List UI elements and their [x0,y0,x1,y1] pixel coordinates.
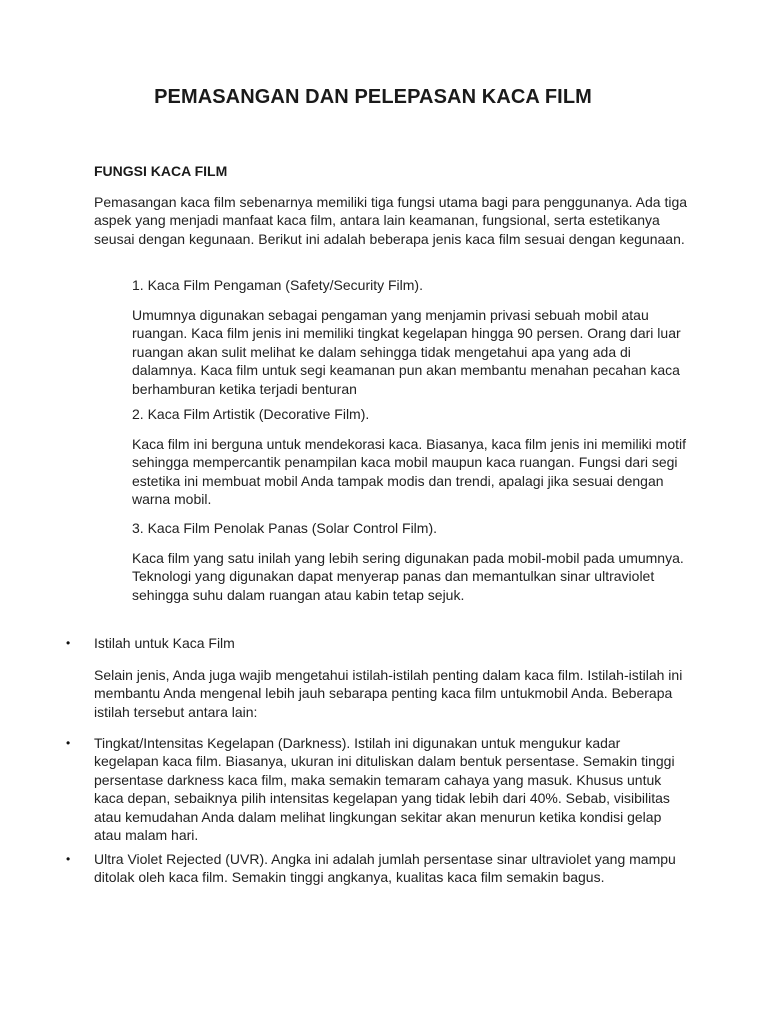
bullet-icon: • [66,636,71,650]
bullet-icon: • [66,736,71,750]
item-heading-3: 3. Kaca Film Penolak Panas (Solar Control Film). [132,520,437,536]
document-title: PEMASANGAN DAN PELEPASAN KACA FILM [154,86,592,108]
item-text-3: Kaca film yang satu inilah yang lebih sering digunakan pada mobil-mobil pada umumnya. Teknologi yang digunakan dapat menyerap panas dan memantulkan sinar ultraviolet sehingga suhu dalam ruangan atau kabin tetap sejuk. [132,550,684,603]
bullet-text: Ultra Violet Rejected (UVR). Angka ini adalah jumlah persentase sinar ultraviolet yang mampu ditolak oleh kaca film. Semakin tinggi angkanya, kualitas kaca film semakin bagus. [94,851,676,886]
item-text-1: Umumnya digunakan sebagai pengaman yang menjamin privasi sebuah mobil atau ruangan. Kaca film jenis ini memiliki tingkat kegelapan hingga 90 persen. Orang dari luar ruangan akan sulit melihat ke dalam sehingga tidak mengetahui apa yang ada di dalamnya. Kaca film untuk segi keamanan pun akan membantu menahan pecahan kaca berhamburan ketika terjadi benturan [132,307,681,397]
intro-paragraph: Pemasangan kaca film sebenarnya memiliki tiga fungsi utama bagi para penggunanya. Ada tiga aspek yang menjadi manfaat kaca film, antara lain keamanan, fungsional, serta estetikanya seusai dengan kegunaan. Berikut ini adalah beberapa jenis kaca film sesuai dengan kegunaan. [94,194,688,247]
bullet-text: Istilah untuk Kaca Film [94,635,235,651]
bullet-text: Tingkat/Intensitas Kegelapan (Darkness). Istilah ini digunakan untuk mengukur kadar kegelapan kaca film. Biasanya, ukuran ini dituliskan dalam bentuk persentase. Semakin tinggi persentase darkness kaca film, maka semakin temaram cahaya yang masuk. Khusus untuk kaca depan, sebaiknya pilih intensitas kegelapan yang tidak lebih dari 40%. Sebab, visibilitas atau kemudahan Anda dalam melihat lingkungan sekitar akan menurun ketika kondisi gelap atau malam hari. [94,735,675,844]
terms-intro-paragraph: Selain jenis, Anda juga wajib mengetahui istilah-istilah penting dalam kaca film. Istilah-istilah ini membantu Anda mengenal lebih jauh sebarapa penting kaca film untukmobil Anda. Beberapa istilah tersebut antara lain: [94,667,683,720]
bullet-icon: • [66,852,71,866]
item-text-2: Kaca film ini berguna untuk mendekorasi kaca. Biasanya, kaca film jenis ini memiliki motif sehingga mempercantik penampilan kaca mobil maupun kaca ruangan. Fungsi dari segi estetika ini membuat mobil Anda tampak modis dan trendi, apalagi jika sesuai dengan warna mobil. [132,436,687,508]
section-heading: FUNGSI KACA FILM [94,163,228,179]
item-heading-1: 1. Kaca Film Pengaman (Safety/Security Film). [132,277,423,293]
item-heading-2: 2. Kaca Film Artistik (Decorative Film). [132,406,370,422]
